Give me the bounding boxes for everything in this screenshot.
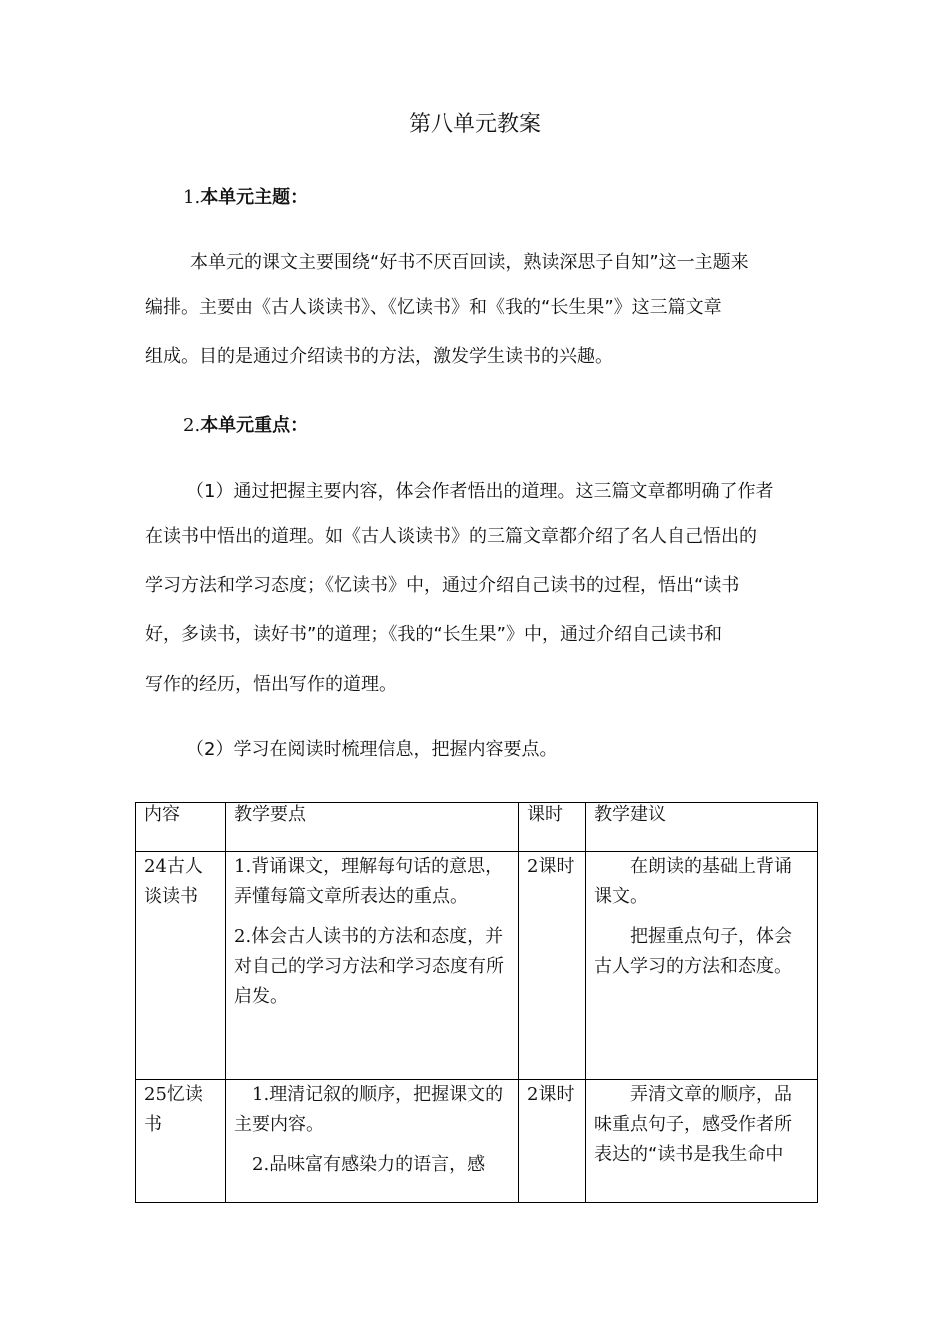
page-title: 第八单元教案 xyxy=(408,112,541,137)
point-2-text: （2）学习在阅读时梳理信息，把握内容要点。 xyxy=(186,739,558,760)
point-number: 1. xyxy=(234,856,252,877)
section-1-line-2: 编排。主要由《古人谈读书》、《忆读书》和《我的“长生果”》这三篇文章 xyxy=(145,297,722,318)
section-2-number: 2. xyxy=(183,415,201,436)
section-1-heading xyxy=(183,186,308,210)
row-hours xyxy=(519,852,586,1080)
header-content: 内容 xyxy=(136,803,226,852)
lesson-plan-table xyxy=(135,802,818,1203)
row-points xyxy=(226,1080,519,1203)
point-1-line-2: 在读书中悟出的道理。如《古人谈读书》的三篇文章都介绍了名人自己悟出的 xyxy=(145,526,757,547)
row-suggestions xyxy=(586,1080,818,1203)
header-points: 教学要点 xyxy=(226,803,519,852)
point-text: 理清记叙的顺序，把握课文的主要内容。 xyxy=(234,1084,504,1135)
hours-unit: 课时 xyxy=(538,856,575,877)
section-1-heading-text: 本单元主题： xyxy=(200,187,309,208)
section-1-line-3: 组成。目的是通过介绍读书的方法，激发学生读书的兴趣。 xyxy=(145,346,613,367)
row-content xyxy=(136,852,226,1080)
table-row xyxy=(136,1080,818,1203)
section-1-line-1: 本单元的课文主要围绕“好书不厌百回读，熟读深思子自知”这一主题来 xyxy=(190,252,749,273)
table-header-row xyxy=(136,803,818,852)
point-number: 1. xyxy=(252,1084,270,1105)
header-suggestions: 教学建议 xyxy=(586,803,818,852)
table-row xyxy=(136,852,818,1080)
suggestion-item: 在朗读的基础上背诵课文。 xyxy=(594,856,792,907)
lesson-title: 忆读书 xyxy=(144,1084,203,1135)
section-2-heading-text: 本单元重点： xyxy=(200,415,309,436)
point-item xyxy=(234,1080,510,1140)
section-2-heading xyxy=(183,414,308,438)
point-text: 背诵课文，理解每句话的意思，弄懂每篇文章所表达的重点。 xyxy=(234,856,504,907)
point-item xyxy=(234,852,510,912)
row-suggestions xyxy=(586,852,818,1080)
row-content xyxy=(136,1080,226,1203)
point-1-line-5: 写作的经历，悟出写作的道理。 xyxy=(145,674,397,695)
hours-number: 2 xyxy=(527,856,539,877)
header-hours: 课时 xyxy=(519,803,586,852)
point-number: 2. xyxy=(252,1154,270,1175)
row-points xyxy=(226,852,519,1080)
suggestion-item: 弄清文章的顺序，品味重点句子，感受作者所表达的“读书是我生命中 xyxy=(594,1084,792,1165)
lesson-number: 25 xyxy=(144,1084,167,1105)
point-1-line-4: 好，多读书，读好书”的道理；《我的“长生果”》中，通过介绍自己读书和 xyxy=(145,624,722,645)
section-1-number: 1. xyxy=(183,187,201,208)
point-1-line-3: 学习方法和学习态度；《忆读书》中，通过介绍自己读书的过程，悟出“读书 xyxy=(145,575,740,596)
lesson-title: 古人谈读书 xyxy=(144,856,203,907)
point-1-line-1: （1）通过把握主要内容，体会作者悟出的道理。这三篇文章都明确了作者 xyxy=(186,481,774,502)
hours-number: 2 xyxy=(527,1084,539,1105)
suggestion-item: 把握重点句子，体会古人学习的方法和态度。 xyxy=(594,926,792,977)
point-number: 2. xyxy=(234,926,252,947)
row-hours xyxy=(519,1080,586,1203)
point-item xyxy=(234,922,510,1012)
point-item xyxy=(234,1150,510,1180)
point-text: 体会古人读书的方法和态度，并对自己的学习方法和学习态度有所启发。 xyxy=(234,926,504,1007)
lesson-number: 24 xyxy=(144,856,167,877)
hours-unit: 课时 xyxy=(538,1084,575,1105)
point-text: 品味富有感染力的语言，感 xyxy=(269,1154,486,1175)
